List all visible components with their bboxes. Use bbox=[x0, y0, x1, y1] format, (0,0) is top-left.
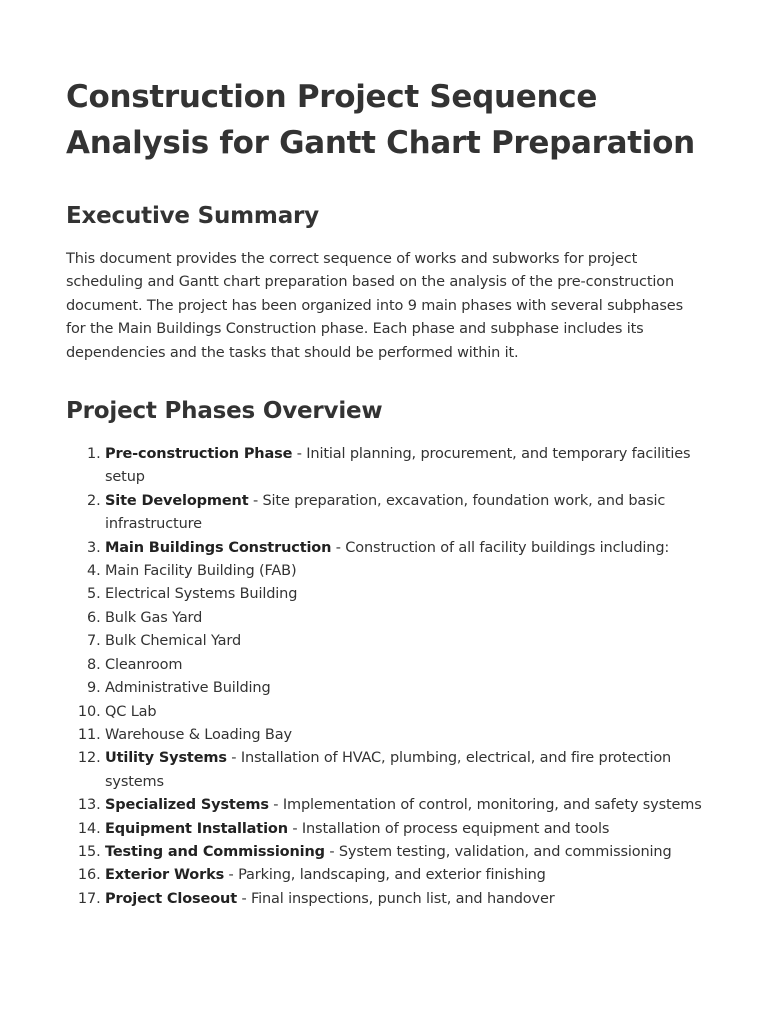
list-item bbox=[105, 841, 705, 864]
list-item bbox=[105, 888, 705, 911]
list-item bbox=[105, 490, 705, 537]
phase-description: - Installation of process equipment and tools bbox=[287, 820, 610, 837]
list-item bbox=[105, 654, 705, 677]
phase-description: QC Lab bbox=[105, 703, 157, 720]
list-item bbox=[105, 537, 705, 560]
list-item bbox=[105, 630, 705, 653]
phase-name: Equipment Installation bbox=[105, 820, 288, 837]
phase-name: Testing and Commissioning bbox=[105, 843, 325, 860]
phase-description: - Implementation of control, monitoring, and safety systems bbox=[268, 797, 702, 814]
list-item bbox=[105, 583, 705, 606]
executive-summary-heading: Executive Summary bbox=[66, 203, 319, 229]
list-item bbox=[105, 677, 705, 700]
phase-name: Main Buildings Construction bbox=[105, 539, 332, 556]
phase-description: Warehouse & Loading Bay bbox=[105, 726, 292, 743]
phase-description: Bulk Chemical Yard bbox=[105, 633, 242, 650]
phase-description: Electrical Systems Building bbox=[105, 586, 298, 603]
list-item bbox=[105, 607, 705, 630]
phase-description: Main Facility Building (FAB) bbox=[105, 563, 297, 580]
list-item bbox=[105, 560, 705, 583]
phase-name: Exterior Works bbox=[105, 867, 225, 884]
phase-description: - Site preparation, excavation, foundation work, and basic infrastructure bbox=[105, 492, 666, 533]
list-item bbox=[105, 701, 705, 724]
executive-summary-text: This document provides the correct sequence of works and subworks for project scheduling and Gantt chart preparation based on the analysis of the pre-construction document. The project has been organized into 9 main phases with several subphases for the Main Buildings Construction phase. Each phase and subphase includes its dependencies and the tasks that should be performed within it. bbox=[66, 251, 683, 361]
phases-list bbox=[66, 443, 705, 911]
phase-name: Project Closeout bbox=[105, 890, 237, 907]
phase-description: - Construction of all facility buildings including: bbox=[331, 539, 670, 556]
list-item bbox=[105, 818, 705, 841]
list-item bbox=[105, 747, 705, 794]
phase-description: Bulk Gas Yard bbox=[105, 609, 203, 626]
phase-name: Pre-construction Phase bbox=[105, 446, 293, 463]
phase-description: Administrative Building bbox=[105, 680, 271, 697]
list-item bbox=[105, 443, 705, 490]
phase-description: Cleanroom bbox=[105, 656, 183, 673]
phase-description: - Parking, landscaping, and exterior finishing bbox=[224, 867, 546, 884]
list-item bbox=[105, 864, 705, 887]
list-item bbox=[105, 794, 705, 817]
phase-description: - Final inspections, punch list, and handover bbox=[236, 890, 555, 907]
phase-name: Specialized Systems bbox=[105, 797, 269, 814]
phase-description: - System testing, validation, and commissioning bbox=[324, 843, 672, 860]
document-title: Construction Project Sequence Analysis for Gantt Chart Preparation bbox=[66, 79, 695, 161]
phases-overview-heading: Project Phases Overview bbox=[66, 398, 383, 425]
phase-name: Site Development bbox=[105, 492, 249, 509]
phase-description: - Initial planning, procurement, and temporary facilities setup bbox=[105, 446, 691, 486]
list-item bbox=[105, 724, 705, 747]
phase-description: - Installation of HVAC, plumbing, electrical, and fire protection systems bbox=[105, 750, 672, 790]
phase-name: Utility Systems bbox=[105, 750, 227, 767]
